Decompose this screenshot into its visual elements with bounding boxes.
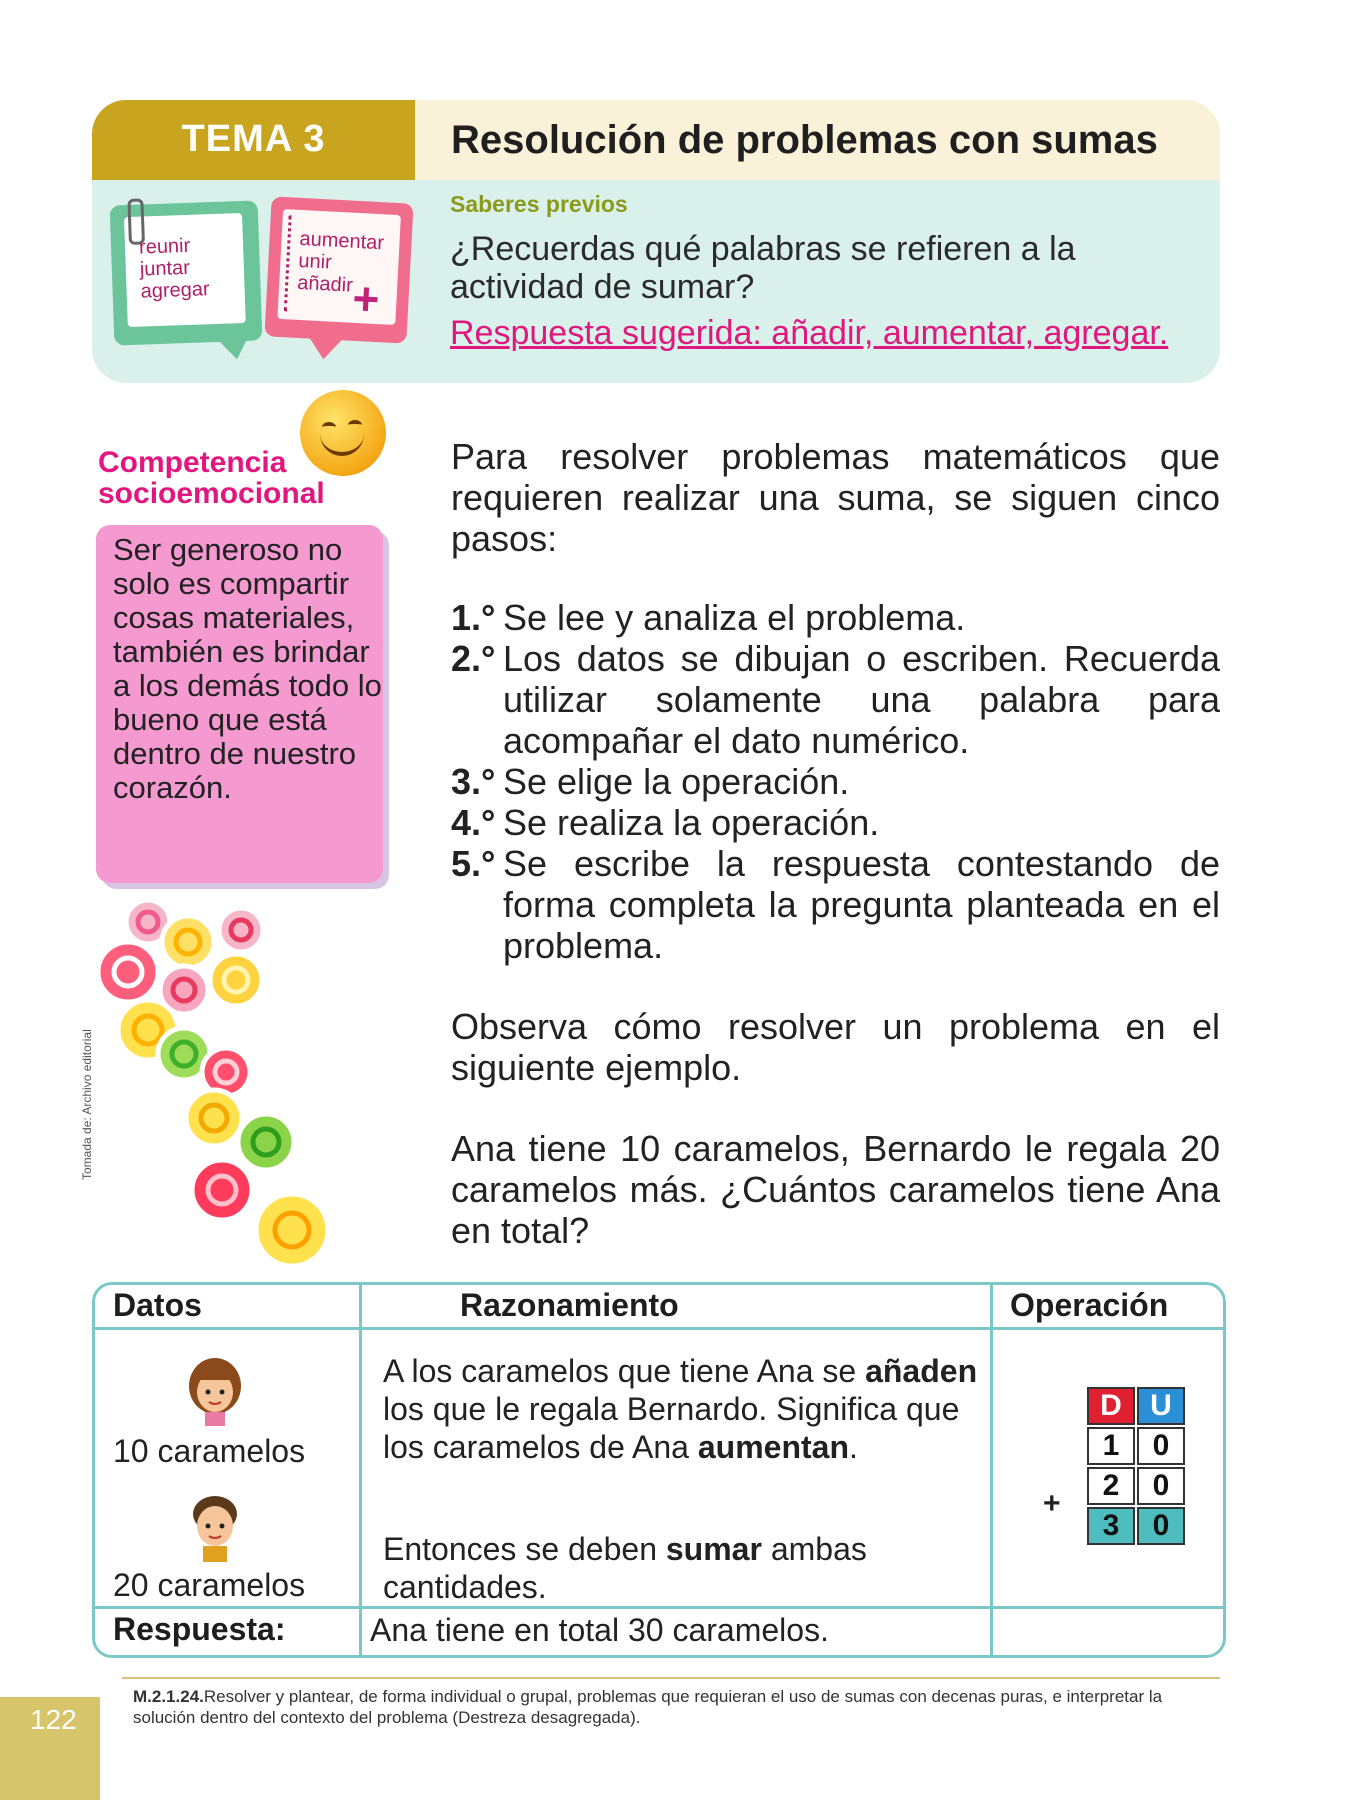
saberes-question: ¿Recuerdas qué palabras se refieren a la actividad de sumar?	[450, 230, 1076, 306]
destreza-text: Resolver y plantear, de forma individual o grupal, problemas que requieran el uso de sumas con decenas puras, e interpretar la solución dentro del contexto del problema (Destreza desagregada).	[133, 1687, 1163, 1727]
problem-paragraph: Ana tiene 10 caramelos, Bernardo le regala 20 caramelos más. ¿Cuántos caramelos tiene Ana en total?	[451, 1128, 1220, 1251]
sticky-note-green	[110, 200, 263, 345]
competencia-title-line1: Competencia	[98, 446, 287, 479]
note-word: agregar	[140, 278, 210, 303]
page-title: Resolución de problemas con sumas	[451, 118, 1158, 162]
step-4	[451, 802, 1220, 843]
competencia-title-line2: socioemocional	[98, 477, 325, 510]
step-number: 5.°	[451, 843, 496, 884]
competencia-box	[96, 525, 383, 883]
keyword-aumentan: aumentan	[697, 1429, 849, 1465]
header-datos: Datos	[113, 1287, 202, 1323]
step-text: Los datos se dibujan o escriben. Recuerda utilizar solamente una palabra para acompañar el dato numérico.	[503, 638, 1220, 761]
du-result: 3	[1087, 1507, 1135, 1545]
dato-bernardo: 20 caramelos	[113, 1567, 306, 1603]
solution-table	[92, 1282, 1226, 1658]
note-word: unir	[297, 249, 333, 274]
dato-ana: 10 caramelos	[113, 1433, 306, 1469]
du-result: 0	[1137, 1507, 1185, 1545]
du-operation	[1087, 1387, 1191, 1547]
step-number: 1.°	[451, 597, 496, 638]
title-banner	[415, 100, 1220, 180]
step-1	[451, 597, 1220, 638]
respuesta-text: Ana tiene en total 30 caramelos.	[370, 1612, 829, 1648]
step-5	[451, 843, 1220, 966]
ana-avatar	[185, 1356, 245, 1428]
observe-paragraph: Observa cómo resolver un problema en el siguiente ejemplo.	[451, 1006, 1220, 1088]
du-cell: 2	[1087, 1467, 1135, 1505]
keyword-anaden: añaden	[865, 1353, 978, 1389]
intro-paragraph: Para resolver problemas matemáticos que requieren realizar una suma, se siguen cinco pasos:	[451, 436, 1220, 559]
header-operacion: Operación	[1010, 1287, 1169, 1323]
step-number: 2.°	[451, 638, 496, 679]
tema-banner	[92, 100, 415, 180]
step-text: Se lee y analiza el problema.	[503, 597, 966, 638]
step-text: Se realiza la operación.	[503, 802, 880, 843]
step-3	[451, 761, 1220, 802]
saberes-previos-label: Saberes previos	[450, 191, 628, 217]
razonamiento-parrafo-1: A los caramelos que tiene Ana se añaden los que le regala Bernardo. Significa que los caramelos de Ana aumentan.	[383, 1353, 978, 1465]
plus-icon: +	[351, 271, 381, 326]
image-credit: Tomada de: Archivo editorial	[80, 1029, 94, 1180]
step-number: 3.°	[451, 761, 496, 802]
candies-image	[96, 900, 356, 1280]
tema-label: TEMA 3	[181, 118, 326, 160]
note-word: añadir	[296, 271, 354, 297]
du-cell: 1	[1087, 1427, 1135, 1465]
du-cell: 0	[1137, 1467, 1185, 1505]
note-word: aumentar	[298, 227, 385, 255]
bernardo-avatar	[185, 1492, 245, 1564]
step-text: Se elige la operación.	[503, 761, 850, 802]
header-razonamiento: Razonamiento	[460, 1287, 679, 1323]
du-header-u: U	[1137, 1387, 1185, 1425]
keyword-sumar: sumar	[665, 1531, 762, 1567]
saberes-answer: Respuesta sugerida: añadir, aumentar, agregar.	[450, 314, 1169, 352]
du-cell: 0	[1137, 1427, 1185, 1465]
du-header-d: D	[1087, 1387, 1135, 1425]
competencia-text: Ser generoso no solo es compartir cosas materiales, también es brindar a los demás todo lo bueno que está dentro de nuestro corazón.	[113, 532, 382, 805]
footer-divider	[122, 1677, 1220, 1679]
destreza-code: M.2.1.24.	[133, 1687, 204, 1706]
step-number: 4.°	[451, 802, 496, 843]
sticky-note-pink	[264, 196, 413, 343]
page-number: 122	[30, 1704, 77, 1735]
razonamiento-parrafo-2: Entonces se deben sumar ambas cantidades.	[383, 1531, 867, 1605]
destreza-footnote	[133, 1686, 1223, 1728]
plus-sign: +	[1043, 1487, 1061, 1520]
note-word: juntar	[139, 256, 191, 281]
note-word: reunir	[138, 234, 191, 259]
respuesta-label: Respuesta:	[113, 1611, 286, 1647]
step-text: Se escribe la respuesta contestando de forma completa la pregunta planteada en el problema.	[503, 843, 1220, 966]
competencia-title	[98, 447, 325, 509]
step-2	[451, 638, 1220, 761]
